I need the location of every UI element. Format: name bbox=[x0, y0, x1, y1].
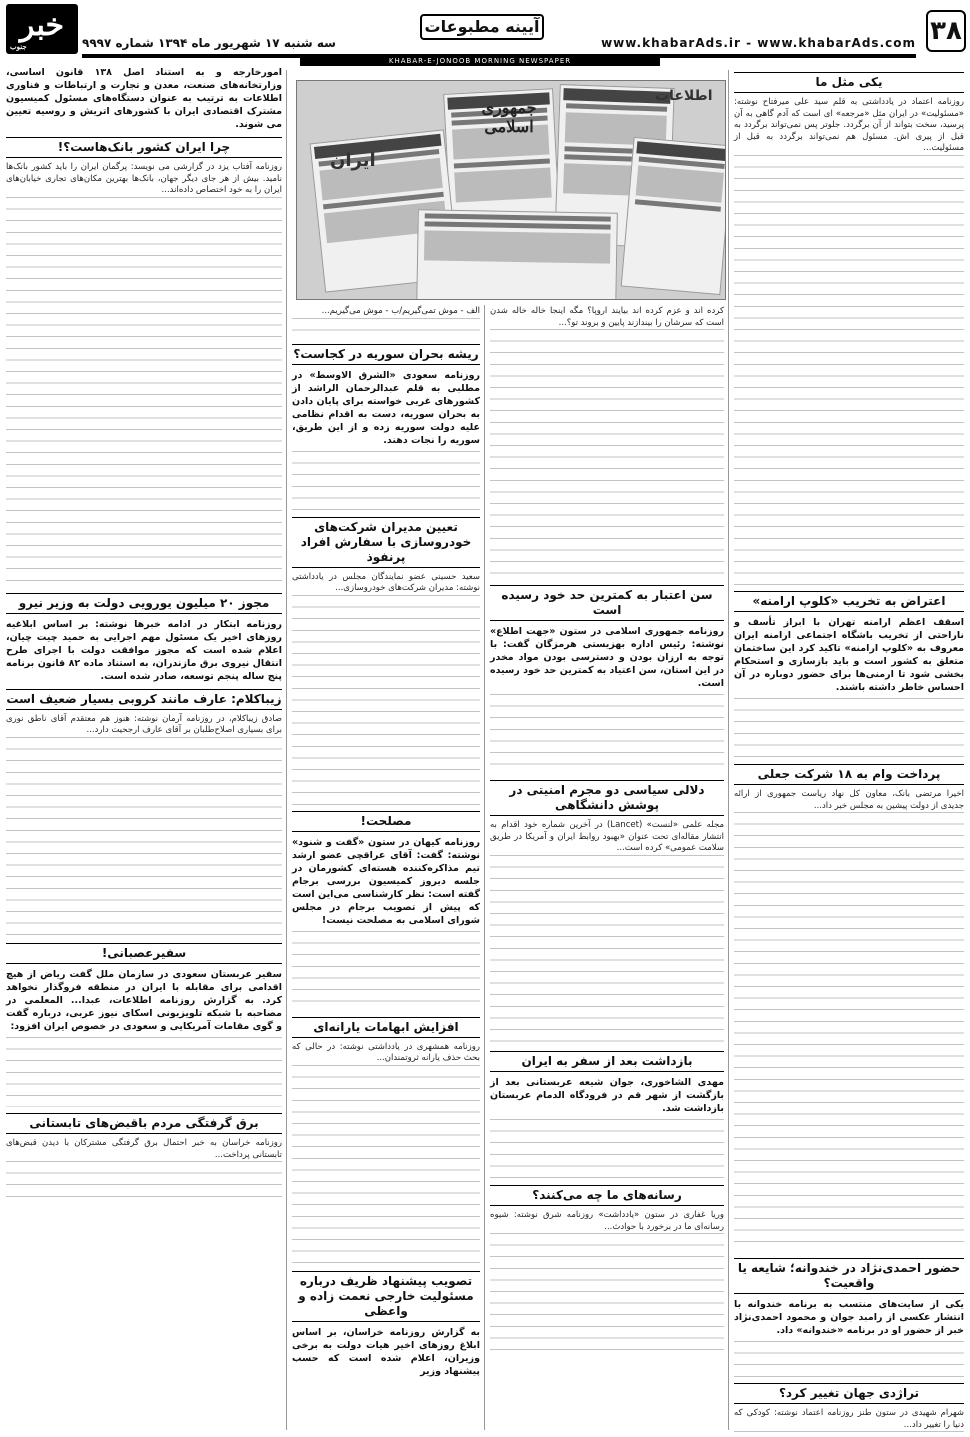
article-title: ریشه بحران سوریه در کجاست؟ bbox=[292, 344, 480, 365]
column-divider bbox=[286, 70, 287, 1430]
page-number: ۳۸ bbox=[926, 10, 966, 52]
iran-masthead: ایران bbox=[330, 150, 376, 171]
article-title: مصلحت! bbox=[292, 811, 480, 832]
logo-subtitle: جنوب bbox=[10, 42, 27, 51]
article-body: مجله علمی «لنست» (Lancet) در آخرین شماره خود اقدام به انتشار مقاله‌ای تحت عنوان «بهبود روابط ایران و آمریکا در طریق سلامت عمومی» کرده است... bbox=[490, 820, 725, 854]
column-divider bbox=[728, 70, 729, 1430]
article-title: بازداشت بعد از سفر به ایران bbox=[490, 1051, 724, 1072]
article-text-lines bbox=[490, 1233, 724, 1351]
article-text-lines bbox=[490, 694, 724, 774]
article-title: مجوز ۲۰ میلیون یورویی دولت به وزیر نیرو bbox=[6, 593, 282, 614]
logo-text: خبر bbox=[19, 8, 65, 43]
article-lead: اسقف اعظم ارامنه تهران با ابراز تأسف و ناراحتی از تخریب باشگاه اجتماعی ارامنه ایران معروف به «کلوپ ارامنه» تاکید کرد این ساختمان متعلق به کشور است و باید بازسازی و استحکام بخشی شود تا ارمنی‌ها برای حضور دوباره در آن احساس خاطر داشته باشند. bbox=[734, 616, 964, 693]
article-title: چرا ایران کشور بانک‌هاست؟! bbox=[6, 137, 282, 158]
article-title: تراژدی جهان تغییر کرد؟ bbox=[734, 1383, 964, 1404]
article-lead: مهدی الشاخوری، جوان شیعه عربستانی بعد از بازگشت از شهر قم در فرودگاه الدمام عربستان بازداشت شد. bbox=[490, 1076, 724, 1114]
article-lead: روزنامه جمهوری اسلامی در ستون «جهت اطلاع» نوشته: رئیس اداره بهزیستی هرمزگان گفت: با توجه به ارزان بودن و دسترسی بودن مواد مخدر در این استان، سن اعتیاد به کمترین حد خود رسیده است. bbox=[489, 626, 724, 690]
article-lead: روزنامه سعودی «الشرق الاوسط» در مطلبی به قلم عبدالرحمان الراشد از کشورهای غربی خواسته برای پایان دادن به بحران سوریه، دست به اقدام نظامی علیه دولت سوریه زده و از این طریق، سوریه را نجات دهند. bbox=[292, 369, 480, 446]
article-title: اعتراض به تخریب «کلوپ ارامنه» bbox=[734, 591, 964, 612]
issue-date: سه شنبه ۱۷ شهریور ماه ۱۳۹۴ شماره ۹۹۹۷ bbox=[82, 36, 336, 50]
article-text-lines bbox=[6, 737, 282, 937]
article-title: دلالی سیاسی دو مجرم امنیتی در پوشش دانشگاهی bbox=[490, 780, 724, 816]
article-text-lines bbox=[490, 329, 724, 579]
article-title: رسانه‌های ما چه می‌کنند؟ bbox=[490, 1185, 724, 1206]
article-title: یکی مثل ما bbox=[734, 72, 964, 93]
jomhuri-masthead: جمهوری اسلامی bbox=[481, 98, 537, 136]
article-text-lines bbox=[734, 812, 964, 1252]
article-body: روزنامه همشهری در یادداشتی نوشته: در حالی که بحث حذف یارانه ثروتمندان... bbox=[292, 1041, 480, 1064]
article-text-lines bbox=[292, 1065, 480, 1265]
etelaat-masthead: اطلاعات bbox=[655, 88, 713, 104]
newspaper-thumb bbox=[621, 137, 726, 295]
article-body: روزنامه اعتماد در یادداشتی به قلم سید علی میرفتاح نوشته: «مسئولیت» در ایران مثل «مرجعه» ای است که آدم گاهی به آن پرسید، سخت بتواند از آن برگردد. جلوتر پس نمی‌تواند برگردد به قبل از پیری اش. مسئول هم نمی‌تواند برگردد به قبل از مسئولیت... bbox=[734, 97, 964, 154]
article-text-lines bbox=[734, 698, 964, 758]
article-body: کرده اند و عزم کرده اند بیایند اروپا؟ مگه اینجا خاله خاله شدن است که سرشان را بیندازند پایین و بروند تو؟... bbox=[490, 306, 724, 328]
article-body: سعید حسینی عضو نمایندگان مجلس در یادداشتی نوشته: مدیران شرکت‌های خودروسازی... bbox=[292, 571, 480, 594]
right-column bbox=[734, 66, 964, 1434]
article-lead: سفیر عربستان سعودی در سازمان ملل گفت ریاض از هیچ اقدامی برای مقابله با ایران در منطقه فروگذار نخواهد کرد. به گزارش روزنامه اطلاعات، عبدا... المعلمی در مصاحبه با شبکه تلویزیونی اسکای نیوز عربی، درباره گفت و گوی مقامات آمریکایی و سعودی در خصوص ایران افزود: bbox=[6, 968, 282, 1032]
article-title: سن اعتبار به کمترین حد خود رسیده است bbox=[490, 585, 724, 621]
article-title: برق گرفتگی مردم باقبض‌های تابستانی bbox=[6, 1113, 282, 1134]
article-text-lines bbox=[6, 1037, 282, 1107]
article-text-lines bbox=[734, 155, 964, 585]
article-body: صادق زیباکلام، در روزنامه آرمان نوشته: هنوز هم معتقدم آقای ناطق نوری برای بسیاری اصلاح‌طلبان بر آقای عارف ارجحیت دارد... bbox=[6, 713, 282, 736]
left-column bbox=[6, 66, 282, 1434]
article-text-lines bbox=[292, 595, 480, 805]
article-title: حضور احمدی‌نژاد در خندوانه؛ شایعه یا واقعیت؟ bbox=[734, 1258, 964, 1294]
website-urls[interactable]: www.khabarAds.ir - www.khabarAds.com bbox=[601, 36, 916, 50]
article-body: شهرام شهیدی در ستون طنز روزنامه اعتماد نوشته: کودکی که دنیا را تغییر داد... bbox=[734, 1408, 964, 1430]
article-body: الف - موش تمی‌گیریم/ب - موش می‌گیریم... bbox=[321, 306, 480, 316]
article-body: اخیرا مرتضی بانک، معاون کل نهاد ریاست جمهوری از ارائه جدیدی از دولت پیشین به مجلس خبر داد... bbox=[734, 788, 964, 811]
article-text-lines bbox=[292, 451, 480, 511]
article-title: تعیین مدیران شرکت‌های خودروسازی با سفارش افراد پرنفوذ bbox=[292, 517, 480, 568]
section-title: آیینه مطبوعات bbox=[420, 14, 544, 40]
article-title: تصویب پیشنهاد ظریف درباره مسئولیت خارجی نعمت زاده و واعظی bbox=[292, 1271, 480, 1322]
article-text-lines bbox=[292, 931, 480, 1011]
english-banner: KHABAR-E-JONOOB MORNING NEWSPAPER bbox=[300, 56, 660, 66]
article-title: سفیرعصبانی! bbox=[6, 943, 282, 964]
newspaper-thumb bbox=[416, 209, 618, 300]
article-lead: به گزارش روزنامه خراسان، بر اساس ابلاغ روزهای اخیر هیات دولت به برخی وزیران، اعلام شده است که حسب پیشنهاد وزیر bbox=[292, 1326, 480, 1377]
middle-left-column bbox=[292, 306, 480, 1434]
article-text-lines bbox=[6, 1161, 282, 1201]
article-text-lines bbox=[6, 197, 282, 587]
middle-right-column bbox=[490, 306, 724, 1434]
article-text-lines bbox=[490, 1119, 724, 1179]
newspaper-logo bbox=[6, 4, 78, 54]
article-text-lines bbox=[734, 1341, 964, 1377]
article-body: وریا غفاری در ستون «یادداشت» روزنامه شرق نوشته: شیوه رسانه‌ای ما در برخورد با حوادث... bbox=[490, 1209, 724, 1232]
article-lead: امورخارجه و به استناد اصل ۱۳۸ قانون اساسی، وزارتخانه‌های صنعت، معدن و تجارت و ارتباطات و فناوری اطلاعات به ترتیب به عنوان دستگاه‌های مسئول کمیسیون مشترک اقتصادی ایران با کشورهای اتریش و روسیه تعیین می شوند. bbox=[6, 67, 282, 130]
article-body: روزنامه آفتاب یزد در گزارشی می نویسد: پرگمان ایران را باید کشور بانک‌ها نامید. بیش از هر جای دیگر جهان، بانک‌ها بهترین مکان‌های تجاری خیابان‌های ایران را به خود اختصاص داده‌اند... bbox=[6, 162, 282, 196]
article-text-lines bbox=[292, 318, 480, 338]
masthead bbox=[0, 0, 970, 65]
article-lead: یکی از سایت‌های منتسب به برنامه خندوانه با انتشار عکسی از رامبد جوان و محمود احمدی‌نژاد خبر از حضور او در برنامه «خندوانه» داد. bbox=[734, 1299, 964, 1337]
column-divider bbox=[484, 305, 485, 1430]
article-lead: روزنامه ابتکار در ادامه خبرها نوشته: بر اساس ابلاغیه روزهای اخیر یک مسئول مهم اجرایی به حمید چیت چیان، اعلام شده است که مجوز موافقت دولت با اجرای طرح انتقال نیروی برق مازندران، به استناد ماده ۸۲ قانون برنامه پنج ساله پنجم توسعه، صادر شده است. bbox=[6, 618, 282, 682]
article-title: زیباکلام: عارف مانند کروبی بسیار ضعیف است bbox=[6, 689, 282, 710]
article-text-lines bbox=[734, 1431, 964, 1437]
article-title: افزایش ابهامات یارانه‌ای bbox=[292, 1017, 480, 1038]
article-title: پرداخت وام به ۱۸ شرکت جعلی bbox=[734, 764, 964, 785]
article-text-lines bbox=[490, 855, 724, 1045]
article-lead: روزنامه کیهان در ستون «گفت و شنود» نوشته: گفت: آقای عراقچی عضو ارشد تیم مذاکره‌کننده هسته‌ای کشورمان در جلسه دیروز کمیسیون بررسی برجام گفته است: نظر کارشناسی می‌این است که پیش از تصویب برجام در مجلس شورای اسلامی به مصلحت نیست! bbox=[292, 836, 480, 926]
article-body: روزنامه خراسان به خبر احتمال برق گرفتگی مشترکان با دیدن قبض‌های تابستانی پرداخت... bbox=[6, 1137, 282, 1160]
